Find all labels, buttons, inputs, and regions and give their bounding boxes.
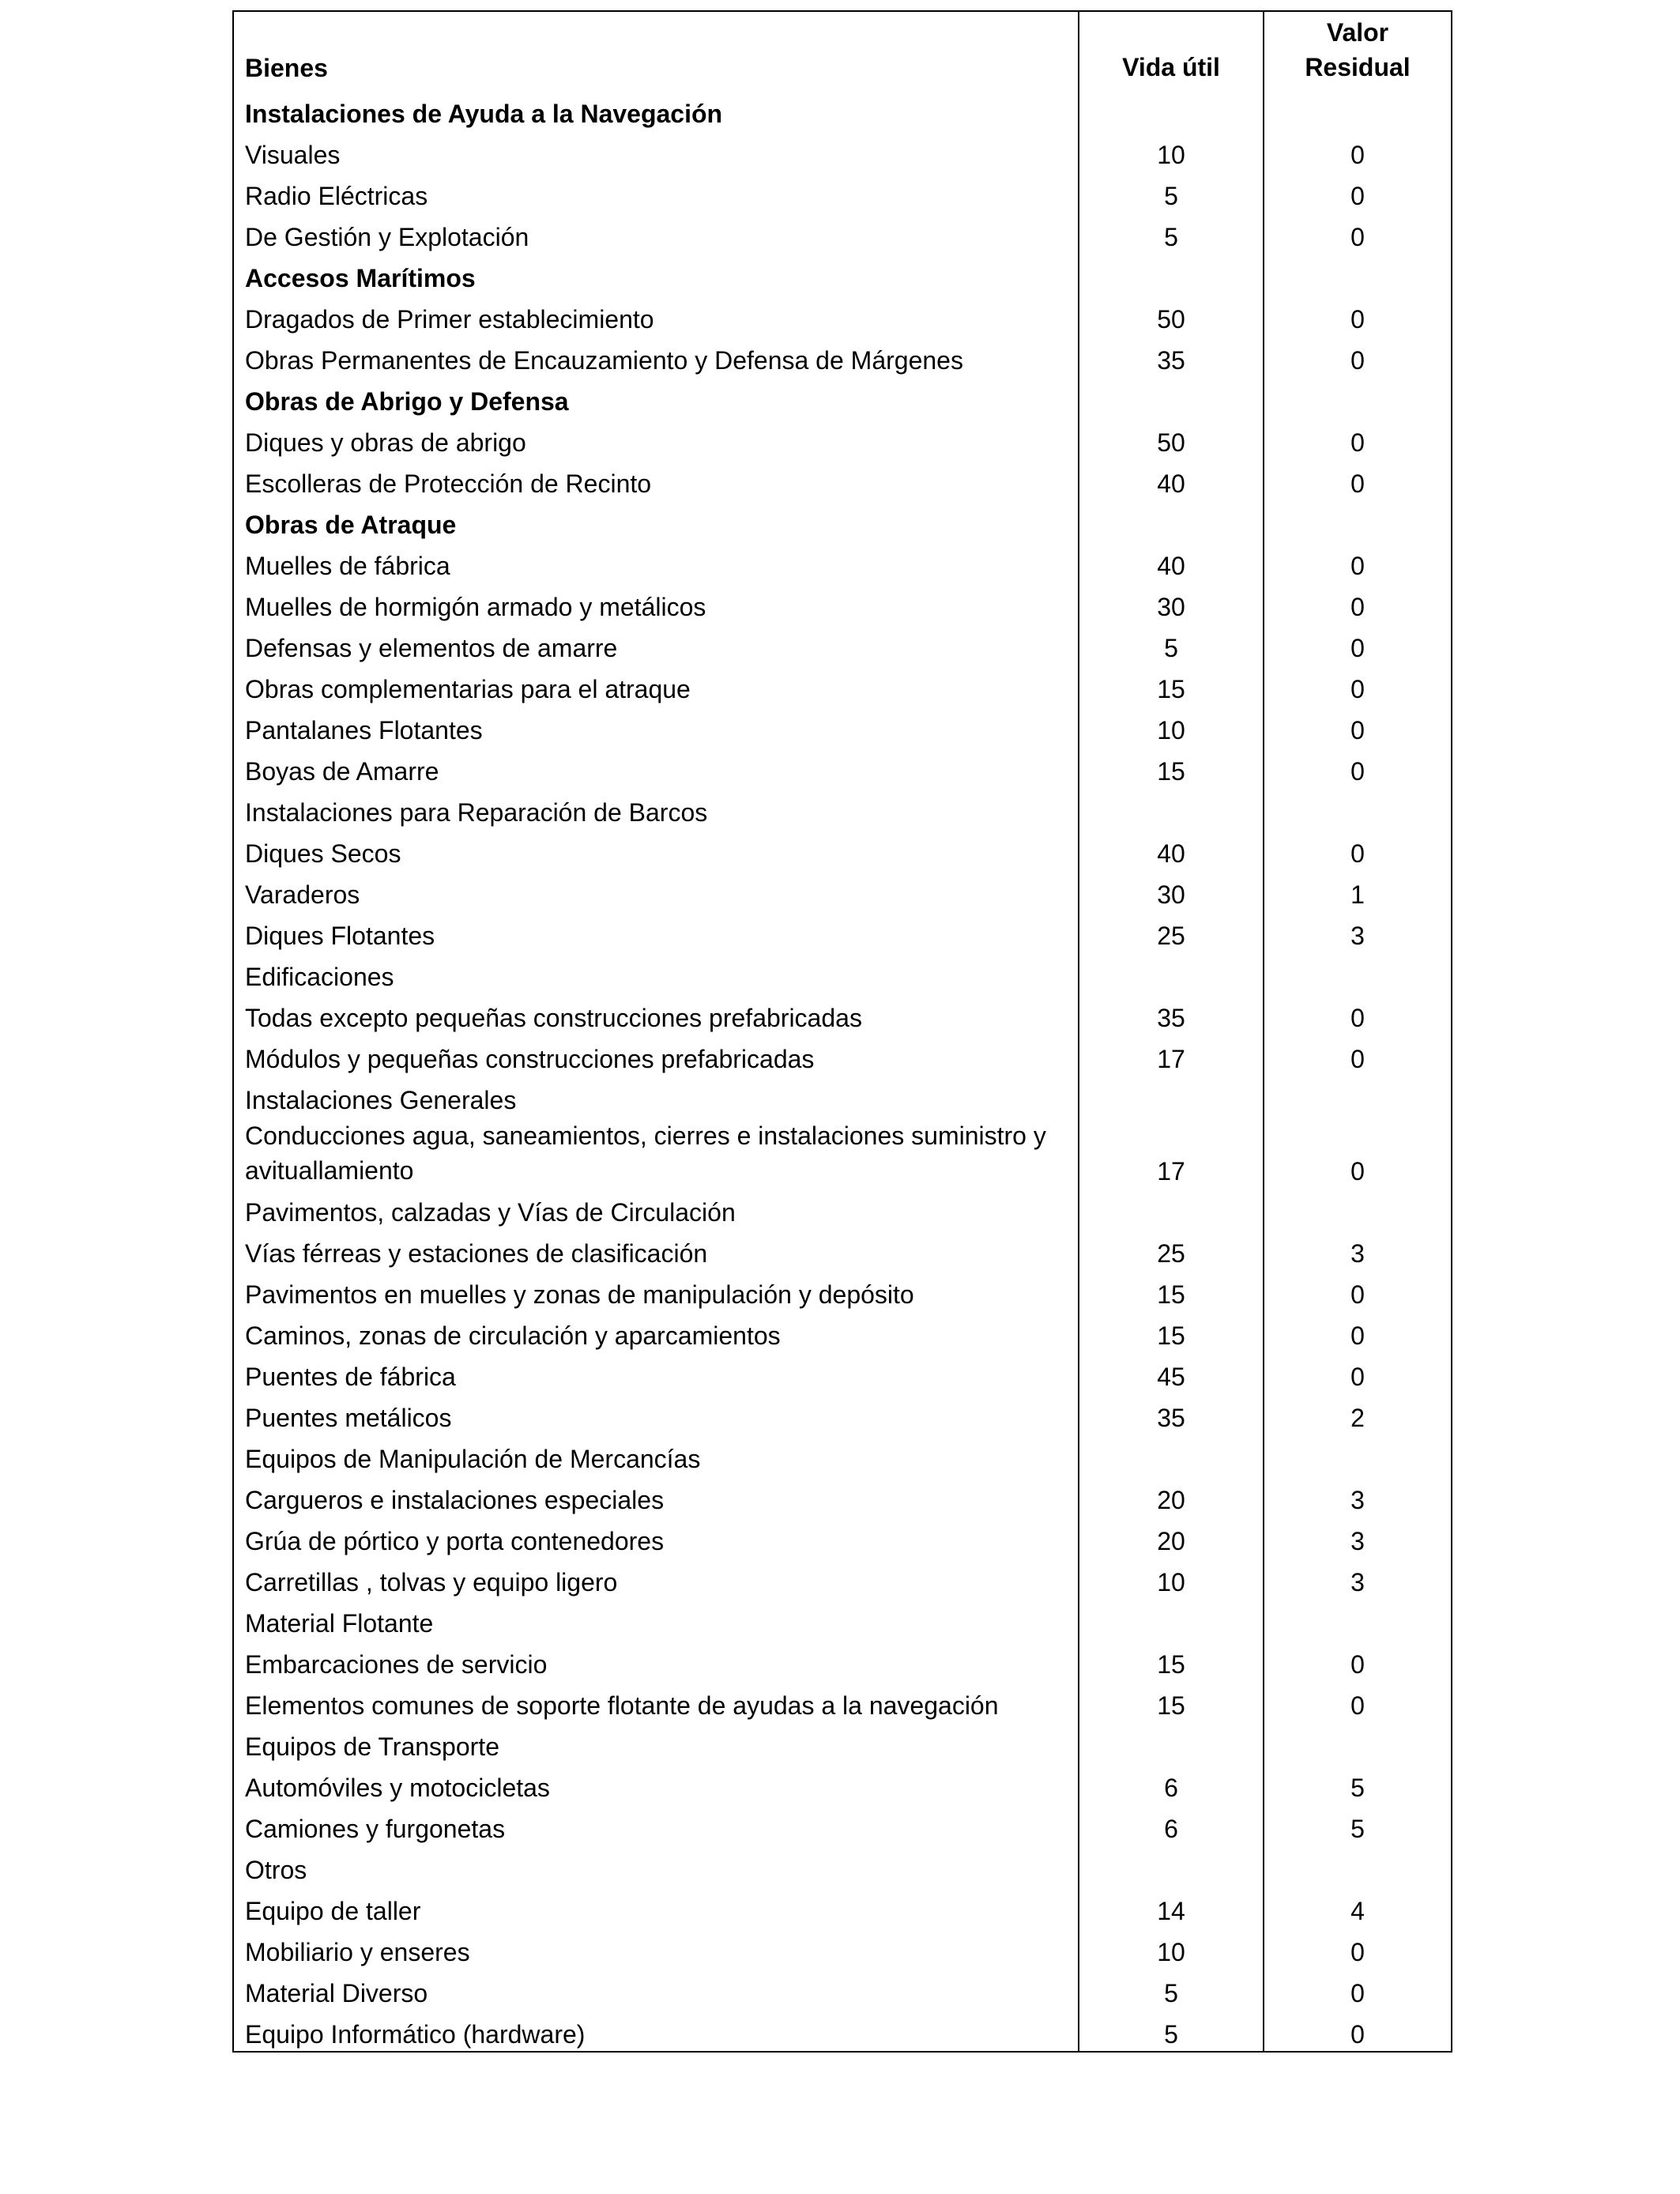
asset-label: Elementos comunes de soporte flotante de ayudas a la navegación — [233, 1681, 1079, 1722]
table-row — [233, 336, 1452, 377]
valor-residual-cell: 0 — [1264, 1117, 1452, 1188]
vida-util-cell: 45 — [1079, 1352, 1264, 1393]
vida-util-cell: 20 — [1079, 1476, 1264, 1517]
vida-util-cell: 15 — [1079, 1640, 1264, 1681]
asset-label: Pavimentos, calzadas y Vías de Circulación — [233, 1188, 1079, 1229]
vida-util-cell — [1079, 1845, 1264, 1887]
asset-label: Mobiliario y enseres — [233, 1928, 1079, 1969]
table-row — [233, 1393, 1452, 1434]
vida-util-cell: 15 — [1079, 1311, 1264, 1352]
asset-label: Instalaciones Generales — [233, 1076, 1079, 1117]
vida-util-cell: 50 — [1079, 418, 1264, 459]
asset-label: Puentes metálicos — [233, 1393, 1079, 1434]
table-row — [233, 1352, 1452, 1393]
table-row — [233, 295, 1452, 336]
vida-util-cell: 15 — [1079, 747, 1264, 788]
table-row — [233, 2010, 1452, 2052]
valor-residual-cell: 3 — [1264, 1229, 1452, 1270]
section-heading-row — [233, 377, 1452, 418]
valor-residual-cell: 0 — [1264, 665, 1452, 706]
table-row — [233, 1640, 1452, 1681]
asset-label: Camiones y furgonetas — [233, 1804, 1079, 1845]
table-row — [233, 1117, 1452, 1188]
table-row — [233, 1599, 1452, 1640]
asset-label: Muelles de hormigón armado y metálicos — [233, 582, 1079, 624]
vida-util-cell: 17 — [1079, 1117, 1264, 1188]
table-row — [233, 1270, 1452, 1311]
asset-label: Varaderos — [233, 870, 1079, 911]
asset-label: Obras de Abrigo y Defensa — [233, 377, 1079, 418]
asset-label: Diques Secos — [233, 829, 1079, 870]
vida-util-cell: 5 — [1079, 624, 1264, 665]
table-row — [233, 418, 1452, 459]
vida-util-cell — [1079, 788, 1264, 829]
asset-label: Instalaciones para Reparación de Barcos — [233, 788, 1079, 829]
vida-util-cell: 25 — [1079, 1229, 1264, 1270]
vida-util-cell: 10 — [1079, 1928, 1264, 1969]
valor-residual-cell — [1264, 1599, 1452, 1640]
valor-residual-cell — [1264, 1845, 1452, 1887]
asset-label: Defensas y elementos de amarre — [233, 624, 1079, 665]
vida-util-cell — [1079, 1599, 1264, 1640]
valor-residual-cell: 5 — [1264, 1763, 1452, 1804]
asset-label: Grúa de pórtico y porta contenedores — [233, 1517, 1079, 1558]
table-row — [233, 706, 1452, 747]
table-row — [233, 870, 1452, 911]
valor-residual-cell: 0 — [1264, 336, 1452, 377]
valor-residual-cell — [1264, 1722, 1452, 1763]
valor-residual-cell: 3 — [1264, 1517, 1452, 1558]
valor-residual-cell — [1264, 254, 1452, 295]
asset-label: Pavimentos en muelles y zonas de manipulación y depósito — [233, 1270, 1079, 1311]
vida-util-cell — [1079, 1188, 1264, 1229]
asset-label: Vías férreas y estaciones de clasificación — [233, 1229, 1079, 1270]
vida-util-cell — [1079, 500, 1264, 541]
asset-label: Cargueros e instalaciones especiales — [233, 1476, 1079, 1517]
valor-residual-cell — [1264, 377, 1452, 418]
table-row — [233, 1558, 1452, 1599]
asset-label: Carretillas , tolvas y equipo ligero — [233, 1558, 1079, 1599]
valor-residual-cell — [1264, 952, 1452, 993]
vida-util-cell: 5 — [1079, 213, 1264, 254]
valor-residual-cell: 0 — [1264, 2010, 1452, 2052]
table-row — [233, 829, 1452, 870]
asset-label: Equipos de Manipulación de Mercancías — [233, 1434, 1079, 1476]
valor-residual-cell — [1264, 788, 1452, 829]
valor-residual-cell: 0 — [1264, 993, 1452, 1035]
valor-residual-cell: 0 — [1264, 1928, 1452, 1969]
asset-label: Edificaciones — [233, 952, 1079, 993]
valor-residual-cell: 0 — [1264, 172, 1452, 213]
vida-util-cell: 40 — [1079, 459, 1264, 500]
vida-util-cell: 15 — [1079, 1270, 1264, 1311]
header-bienes: Bienes — [233, 11, 1079, 89]
asset-label: Muelles de fábrica — [233, 541, 1079, 582]
table-row — [233, 1476, 1452, 1517]
asset-label: Módulos y pequeñas construcciones prefabricadas — [233, 1035, 1079, 1076]
asset-label: Boyas de Amarre — [233, 747, 1079, 788]
asset-label: Escolleras de Protección de Recinto — [233, 459, 1079, 500]
header-vida-util: Vida útil — [1079, 11, 1264, 89]
vida-util-cell: 10 — [1079, 1558, 1264, 1599]
valor-residual-cell: 4 — [1264, 1887, 1452, 1928]
vida-util-cell — [1079, 1434, 1264, 1476]
valor-residual-cell: 1 — [1264, 870, 1452, 911]
valor-residual-cell: 0 — [1264, 1311, 1452, 1352]
table-row — [233, 541, 1452, 582]
valor-residual-cell: 0 — [1264, 582, 1452, 624]
valor-residual-cell: 2 — [1264, 1393, 1452, 1434]
vida-util-cell — [1079, 1076, 1264, 1117]
valor-residual-cell: 0 — [1264, 747, 1452, 788]
vida-util-cell: 35 — [1079, 1393, 1264, 1434]
asset-label: Equipo Informático (hardware) — [233, 2010, 1079, 2052]
vida-util-cell: 30 — [1079, 582, 1264, 624]
asset-label: Obras Permanentes de Encauzamiento y Defensa de Márgenes — [233, 336, 1079, 377]
asset-label: Puentes de fábrica — [233, 1352, 1079, 1393]
table-row — [233, 911, 1452, 952]
table-row — [233, 1763, 1452, 1804]
vida-util-cell: 40 — [1079, 541, 1264, 582]
asset-label: Obras de Atraque — [233, 500, 1079, 541]
vida-util-cell: 10 — [1079, 130, 1264, 172]
asset-label: Diques y obras de abrigo — [233, 418, 1079, 459]
vida-util-cell: 5 — [1079, 1969, 1264, 2010]
table-row — [233, 1928, 1452, 1969]
valor-residual-cell: 0 — [1264, 1352, 1452, 1393]
valor-residual-cell: 0 — [1264, 418, 1452, 459]
vida-util-cell — [1079, 254, 1264, 295]
table-row — [233, 624, 1452, 665]
vida-util-cell: 15 — [1079, 665, 1264, 706]
header-valor-line2: Residual — [1305, 53, 1411, 81]
valor-residual-cell: 3 — [1264, 911, 1452, 952]
asset-label: Embarcaciones de servicio — [233, 1640, 1079, 1681]
vida-util-cell: 14 — [1079, 1887, 1264, 1928]
vida-util-cell: 50 — [1079, 295, 1264, 336]
valor-residual-cell — [1264, 1188, 1452, 1229]
asset-label: Equipos de Transporte — [233, 1722, 1079, 1763]
vida-util-cell — [1079, 952, 1264, 993]
valor-residual-cell — [1264, 1076, 1452, 1117]
table-row — [233, 952, 1452, 993]
asset-label: Automóviles y motocicletas — [233, 1763, 1079, 1804]
asset-label: Caminos, zonas de circulación y aparcamientos — [233, 1311, 1079, 1352]
valor-residual-cell: 5 — [1264, 1804, 1452, 1845]
asset-label: Otros — [233, 1845, 1079, 1887]
asset-label: Visuales — [233, 130, 1079, 172]
table-row — [233, 1076, 1452, 1117]
asset-label: Equipo de taller — [233, 1887, 1079, 1928]
asset-label: Diques Flotantes — [233, 911, 1079, 952]
asset-label: Todas excepto pequeñas construcciones prefabricadas — [233, 993, 1079, 1035]
section-heading-row — [233, 500, 1452, 541]
table-row — [233, 1722, 1452, 1763]
vida-util-cell: 35 — [1079, 336, 1264, 377]
valor-residual-cell: 0 — [1264, 1270, 1452, 1311]
table-row — [233, 172, 1452, 213]
vida-util-cell: 20 — [1079, 1517, 1264, 1558]
table-row — [233, 213, 1452, 254]
vida-util-cell: 6 — [1079, 1763, 1264, 1804]
vida-util-cell: 40 — [1079, 829, 1264, 870]
useful-life-table — [232, 10, 1452, 2053]
vida-util-cell — [1079, 89, 1264, 130]
section-heading-row — [233, 254, 1452, 295]
table-row — [233, 1434, 1452, 1476]
valor-residual-cell: 3 — [1264, 1558, 1452, 1599]
valor-residual-cell: 0 — [1264, 1035, 1452, 1076]
valor-residual-cell: 0 — [1264, 213, 1452, 254]
vida-util-cell — [1079, 377, 1264, 418]
valor-residual-cell: 3 — [1264, 1476, 1452, 1517]
vida-util-cell: 35 — [1079, 993, 1264, 1035]
table-row — [233, 1681, 1452, 1722]
table-header-row — [233, 11, 1452, 89]
asset-label: Conducciones agua, saneamientos, cierres e instalaciones suministro y avituallamiento — [233, 1117, 1079, 1188]
valor-residual-cell: 0 — [1264, 130, 1452, 172]
table-row — [233, 788, 1452, 829]
table-row — [233, 582, 1452, 624]
valor-residual-cell — [1264, 500, 1452, 541]
vida-util-cell: 10 — [1079, 706, 1264, 747]
table-row — [233, 1035, 1452, 1076]
valor-residual-cell: 0 — [1264, 541, 1452, 582]
valor-residual-cell: 0 — [1264, 295, 1452, 336]
table-row — [233, 747, 1452, 788]
asset-label: Radio Eléctricas — [233, 172, 1079, 213]
valor-residual-cell: 0 — [1264, 829, 1452, 870]
asset-label: Material Flotante — [233, 1599, 1079, 1640]
valor-residual-cell: 0 — [1264, 459, 1452, 500]
valor-residual-cell — [1264, 1434, 1452, 1476]
table-row — [233, 1887, 1452, 1928]
header-valor-line1: Valor — [1326, 18, 1389, 47]
vida-util-cell — [1079, 1722, 1264, 1763]
asset-label: Material Diverso — [233, 1969, 1079, 2010]
table-body — [233, 89, 1452, 2052]
table-row — [233, 459, 1452, 500]
vida-util-cell: 30 — [1079, 870, 1264, 911]
vida-util-cell: 17 — [1079, 1035, 1264, 1076]
vida-util-cell: 15 — [1079, 1681, 1264, 1722]
table-row — [233, 1188, 1452, 1229]
vida-util-cell: 5 — [1079, 172, 1264, 213]
section-heading-row — [233, 89, 1452, 130]
header-valor-residual — [1264, 11, 1452, 89]
valor-residual-cell — [1264, 89, 1452, 130]
table-row — [233, 1517, 1452, 1558]
table-row — [233, 1804, 1452, 1845]
table-row — [233, 1969, 1452, 2010]
table-row — [233, 1229, 1452, 1270]
table-row — [233, 665, 1452, 706]
vida-util-cell: 25 — [1079, 911, 1264, 952]
valor-residual-cell: 0 — [1264, 1681, 1452, 1722]
asset-label: Pantalanes Flotantes — [233, 706, 1079, 747]
asset-label: Accesos Marítimos — [233, 254, 1079, 295]
table-row — [233, 1845, 1452, 1887]
asset-label: Instalaciones de Ayuda a la Navegación — [233, 89, 1079, 130]
table-row — [233, 993, 1452, 1035]
asset-label: De Gestión y Explotación — [233, 213, 1079, 254]
valor-residual-cell: 0 — [1264, 1640, 1452, 1681]
valor-residual-cell: 0 — [1264, 624, 1452, 665]
table-row — [233, 1311, 1452, 1352]
valor-residual-cell: 0 — [1264, 706, 1452, 747]
vida-util-cell: 6 — [1079, 1804, 1264, 1845]
asset-label: Obras complementarias para el atraque — [233, 665, 1079, 706]
table-row — [233, 130, 1452, 172]
asset-label: Dragados de Primer establecimiento — [233, 295, 1079, 336]
vida-util-cell: 5 — [1079, 2010, 1264, 2052]
valor-residual-cell: 0 — [1264, 1969, 1452, 2010]
